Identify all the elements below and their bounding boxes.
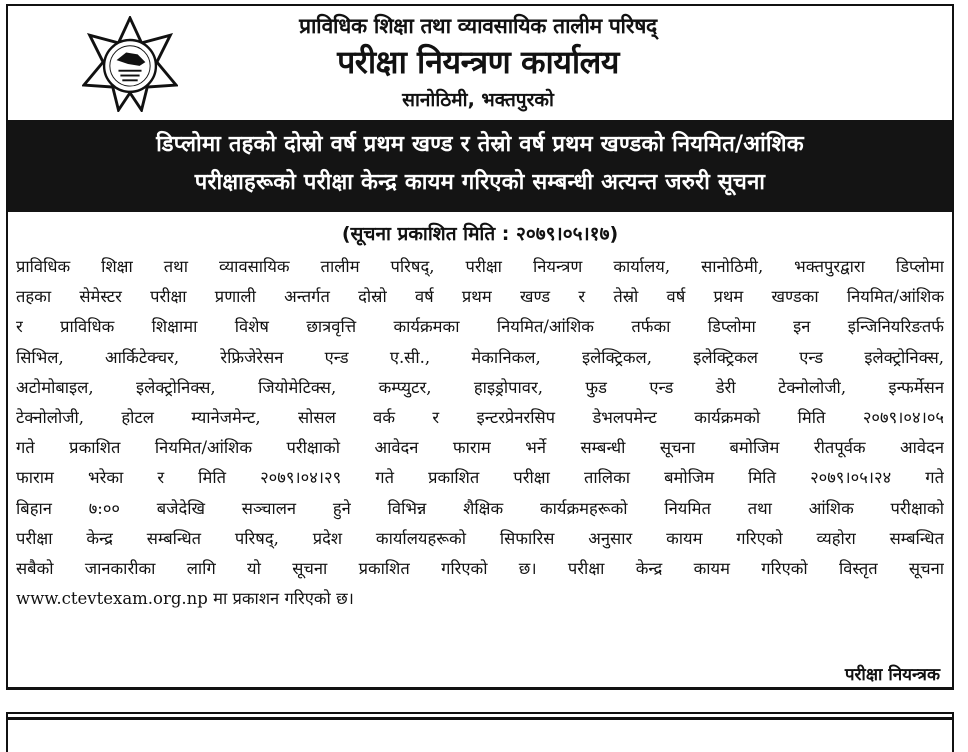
notice-title-line-1: डिप्लोमा तहको दोस्रो वर्ष प्रथम खण्ड र तेस्रो वर्ष प्रथम खण्डको नियमित/आंशिक: [156, 132, 804, 157]
ctevt-star-emblem-icon: [82, 16, 178, 112]
body-line: फाराम भरेका र मिति २०७९।०४।२९ गते प्रकाशित परीक्षा तालिका बमोजिम मिति २०७९।०५।२४ गते: [16, 468, 944, 488]
body-line: सिभिल, आर्किटेक्चर, रेफ्रिजेरेसन एन्ड ए.सी., मेकानिकल, इलेक्ट्रिकल, इलेक्ट्रिकल एन्ड इलेक्ट्रोनिक्स,: [16, 347, 944, 367]
body-line: गते प्रकाशित नियमित/आंशिक परीक्षाको आवेदन फाराम भर्ने सम्बन्धी सूचना बमोजिम रीतपूर्वक आवेदन: [16, 438, 944, 458]
body-line: टेक्नोलोजी, होटल म्यानेजमेन्ट, सोसल वर्क र इन्टरप्रेनरसिप डेभलपमेन्ट कार्यक्रमको मिति २०७९।०४।०५: [16, 408, 944, 428]
body-line: प्राविधिक शिक्षा तथा व्यावसायिक तालीम परिषद्, परीक्षा नियन्त्रण कार्यालय, सानोठिमी, भक्तपुरद्वारा डिप्लोमा: [16, 257, 944, 276]
notice-title-bar: [8, 120, 952, 212]
body-line: बिहान ७:०० बजेदेखि सञ्चालन हुने विभिन्न शैक्षिक कार्यक्रमहरूको नियमित तथा आंशिक परीक्षाको: [16, 498, 944, 518]
notice-body: [16, 252, 944, 614]
organization-name: प्राविधिक शिक्षा तथा व्यावसायिक तालीम परिषद्: [299, 14, 657, 38]
body-line: तहका सेमेस्टर परीक्षा प्रणाली अन्तर्गत दोस्रो वर्ष प्रथम खण्ड र तेस्रो वर्ष प्रथम खण्डका नियमित/आंशिक: [16, 287, 944, 307]
body-line: अटोमोबाइल, इलेक्ट्रोनिक्स, जियोमेटिक्स, कम्प्युटर, हाइड्रोपावर, फुड एन्ड डेरी टेक्नोलोजी, इन्फर्मेसन: [16, 377, 944, 397]
body-line-website: www.ctevtexam.org.np मा प्रकाशन गरिएको छ।: [16, 589, 354, 609]
next-notice-divider: [8, 717, 952, 720]
notice-panel: [6, 4, 954, 690]
publication-date: (सूचना प्रकाशित मिति : २०७९।०५।१७): [341, 223, 619, 245]
next-notice-panel-edge: [6, 712, 954, 752]
office-location: सानोठिमी, भक्तपुरको: [402, 89, 554, 111]
notice-title-line-2: परीक्षाहरूको परीक्षा केन्द्र कायम गरिएको सम्बन्धी अत्यन्त जरुरी सूचना: [194, 170, 766, 195]
office-name: परीक्षा नियन्त्रण कार्यालय: [337, 43, 619, 81]
body-line: परीक्षा केन्द्र सम्बन्धित परिषद्, प्रदेश कार्यालयहरूको सिफारिस अनुसार कायम गरिएको व्यहोरा सम्बन्धित: [16, 528, 944, 548]
body-line: र प्राविधिक शिक्षामा विशेष छात्रवृत्ति कार्यक्रमका नियमित/आंशिक तर्फका डिप्लोमा इन इन्जिनियरिङतर्फ: [16, 317, 944, 337]
body-line: सबैको जानकारीका लागि यो सूचना प्रकाशित गरिएको छ। परीक्षा केन्द्र कायम गरिएको विस्तृत सूचना: [16, 559, 944, 579]
signature-title: परीक्षा नियन्त्रक: [844, 665, 940, 685]
notice-header: [8, 6, 952, 116]
